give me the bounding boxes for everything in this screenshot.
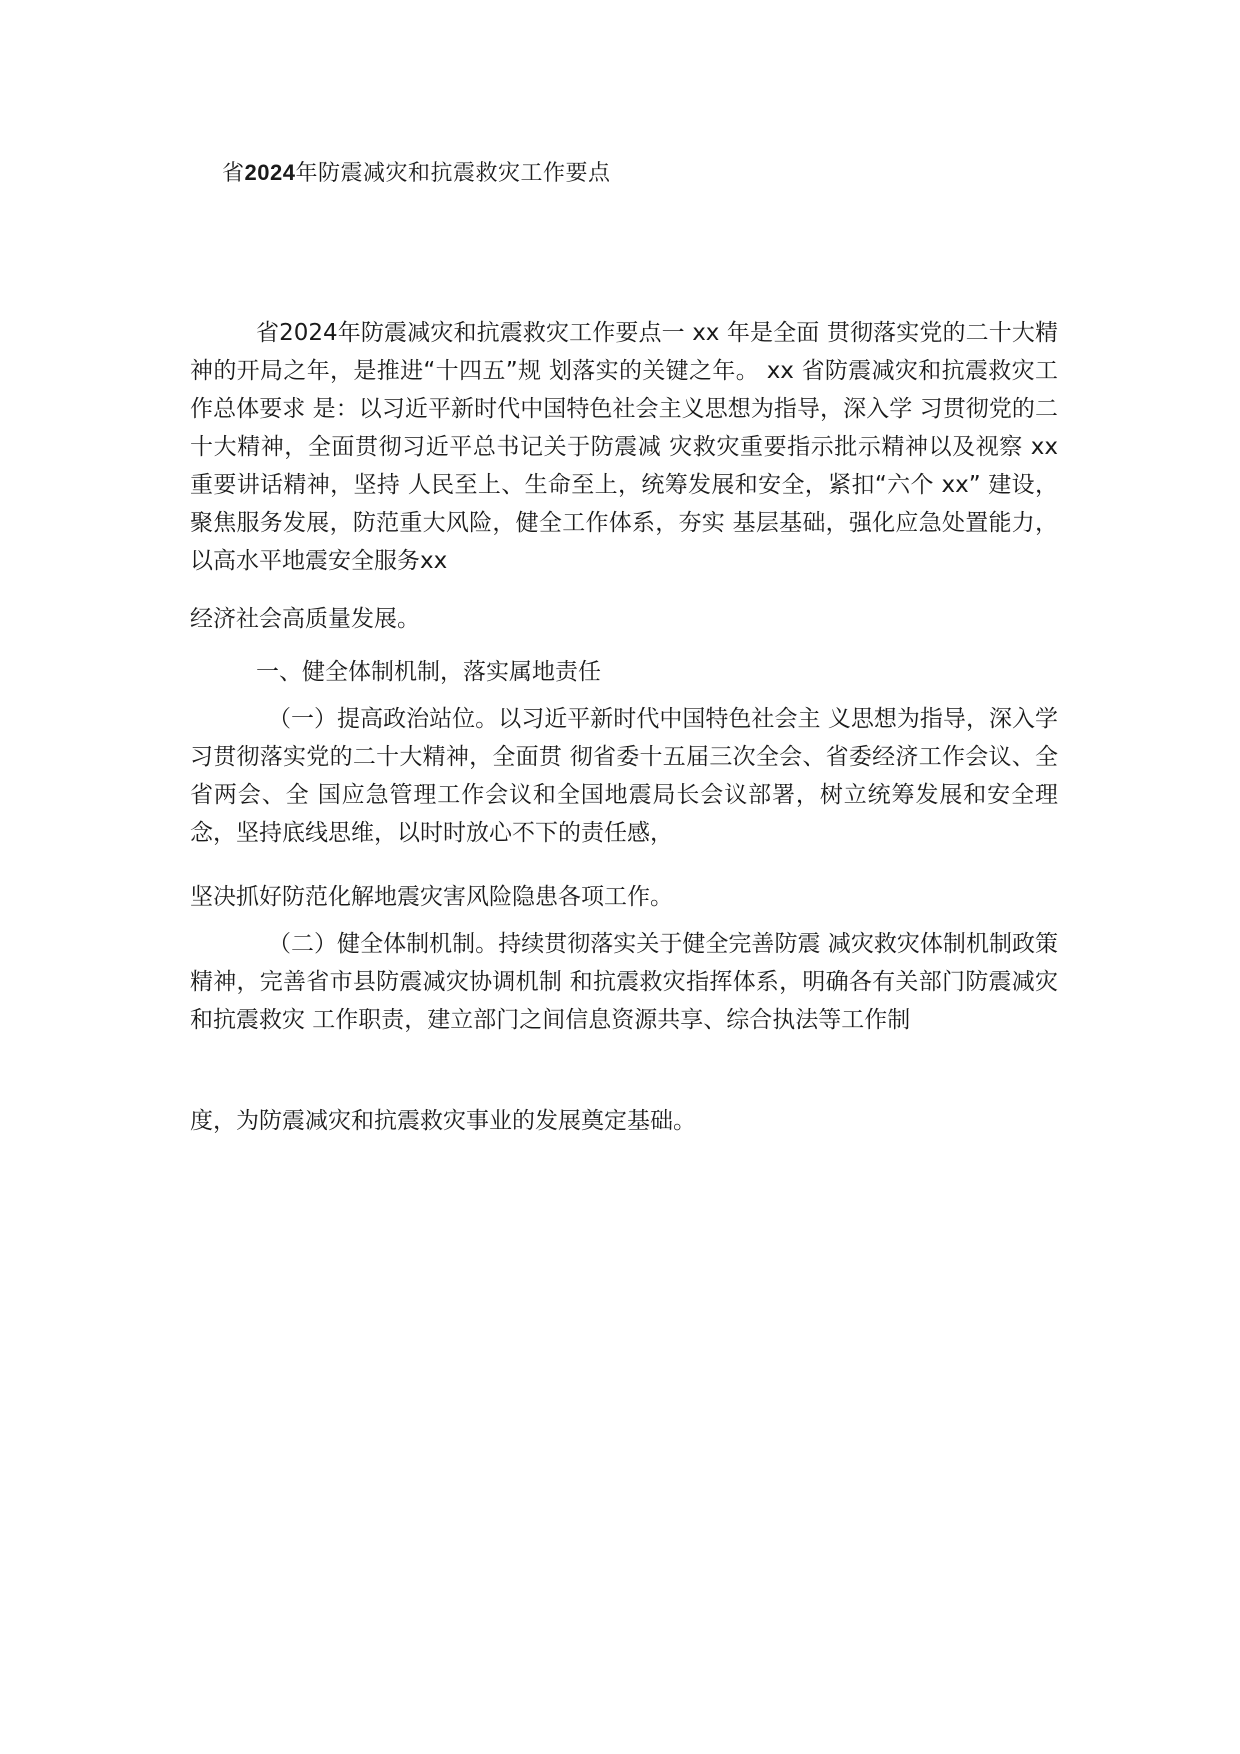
- document-title: [222, 158, 610, 189]
- intro-paragraph: [190, 314, 1058, 580]
- intro-text: 省2024年防震减灾和抗震救灾工作要点一 xx 年是全面 贯彻落实党的二十大精神的开局之年，是推进“十四五”规 划落实的关键之年。 xx 省防震减灾和抗震救灾工作总体要求 是：以习近平新时代中国特色社会主义思想为指导，深入学 习贯彻党的二十大精神，全面贯彻习近平总书记关于防震减 灾救灾重要指示批示精神以及视察 xx 重要讲话精神，坚持 人民至上、生命至上，统筹发展和安全，紧扣“六个 xx” 建设，聚焦服务发展，防范重大风险，健全工作体系，夯实 基层基础，强化应急处置能力，以高水平地震安全服务xx: [190, 320, 1058, 574]
- section-1-2-text: （二）健全体制机制。持续贯彻落实关于健全完善防震 减灾救灾体制机制政策精神，完善省市县防震减灾协调机制 和抗震救灾指挥体系，明确各有关部门防震减灾和抗震救灾 工作职责，建立部门之间信息资源共享、综合执法等工作制: [190, 931, 1058, 1033]
- section-1-1-tail-text: 坚决抓好防范化解地震灾害风险隐患各项工作。: [190, 884, 673, 910]
- intro-tail-text: 经济社会高质量发展。: [190, 606, 420, 632]
- section-heading-1-text: 一、健全体制机制，落实属地责任: [256, 659, 601, 685]
- section-1-1-text: （一）提高政治站位。以习近平新时代中国特色社会主 义思想为指导，深入学习贯彻落实党的二十大精神，全面贯 彻省委十五届三次全会、省委经济工作会议、全省两会、全 国应急管理工作会议和全国地震局长会议部署，树立统筹发展和安全理念，坚持底线思维，以时时放心不下的责任感，: [190, 706, 1058, 846]
- section-1-2-paragraph: [190, 925, 1058, 1039]
- section-heading-1: [190, 653, 1058, 691]
- title-suffix: 年防震减灾和抗震救灾工作要点: [295, 161, 611, 186]
- section-1-2-tail-text: 度，为防震减灾和抗震救灾事业的发展奠定基础。: [190, 1108, 696, 1134]
- section-1-2-paragraph-tail: [190, 1102, 1058, 1140]
- title-year: 2024: [244, 160, 296, 185]
- section-1-1-paragraph-tail: [190, 878, 1058, 916]
- title-prefix: 省: [222, 161, 245, 186]
- intro-paragraph-tail: [190, 600, 1058, 638]
- section-1-1-paragraph: [190, 700, 1058, 852]
